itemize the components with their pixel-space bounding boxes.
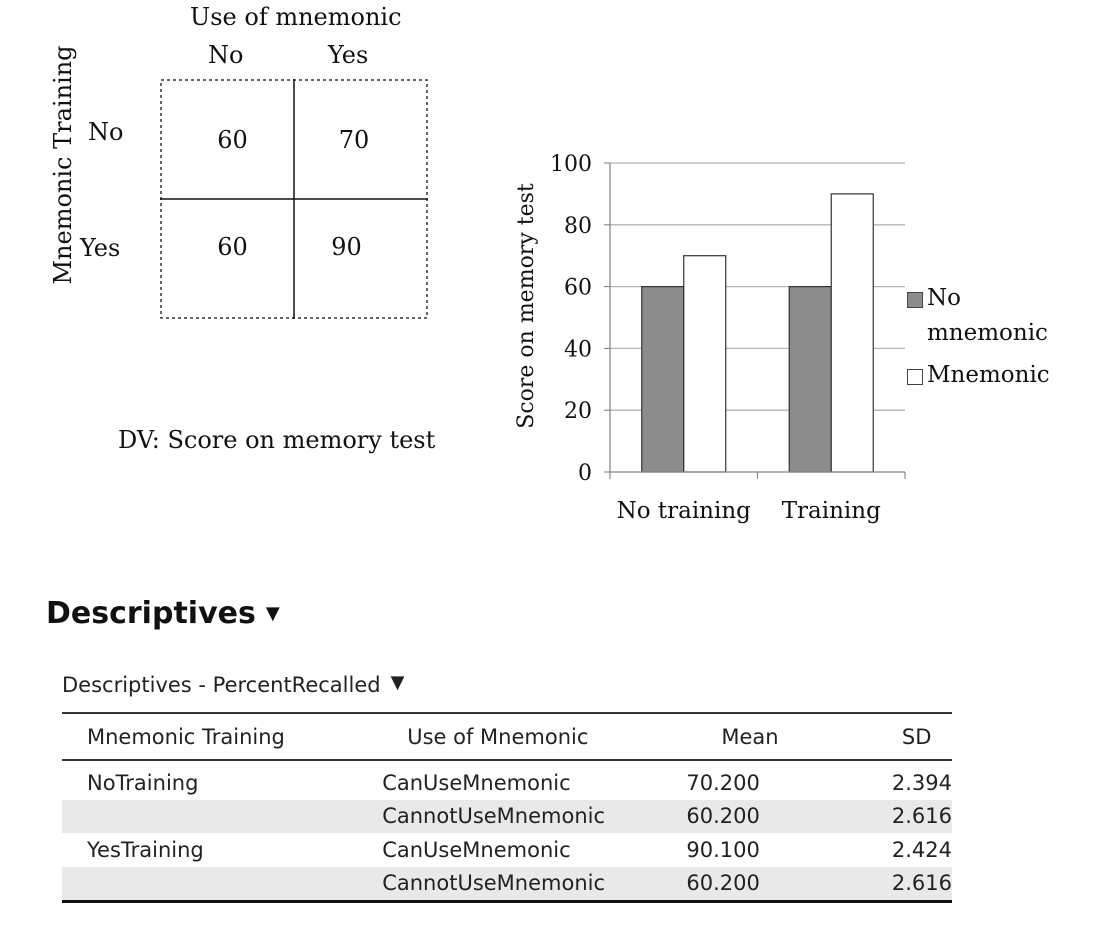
design-grid bbox=[160, 79, 428, 319]
legend-item-mnemonic bbox=[907, 362, 1050, 388]
table-row bbox=[62, 800, 952, 834]
cell-mean: 60.200 bbox=[686, 800, 841, 834]
descriptives-heading bbox=[46, 596, 280, 631]
cell-use: CanUseMnemonic bbox=[382, 837, 571, 862]
cell-no-training-mnemonic: 70 bbox=[338, 126, 370, 154]
x-tick-label: Training bbox=[781, 498, 881, 524]
cell-use: CannotUseMnemonic bbox=[382, 867, 686, 902]
col-header-use-of-mnemonic: Use of Mnemonic bbox=[382, 713, 686, 760]
descriptives-subheading bbox=[62, 672, 404, 697]
cell-training-mnemonic: 90 bbox=[331, 233, 362, 261]
cell-training: NoTraining bbox=[87, 770, 199, 795]
row-level-yes: Yes bbox=[80, 234, 121, 262]
table-row bbox=[62, 833, 952, 867]
cell-no-training-no-mnemonic: 60 bbox=[217, 126, 248, 154]
cell-mean: 60.200 bbox=[686, 867, 841, 902]
cell-use: CanUseMnemonic bbox=[382, 770, 571, 795]
cell-use: CannotUseMnemonic bbox=[382, 800, 686, 834]
y-tick-label: 60 bbox=[564, 275, 592, 301]
y-tick-label: 100 bbox=[550, 152, 592, 177]
row-factor-label: Mnemonic Training bbox=[49, 45, 77, 285]
cell-training bbox=[62, 867, 382, 902]
y-axis-label: Score on memory test bbox=[514, 183, 539, 429]
x-tick-label: No training bbox=[616, 498, 751, 524]
col-level-yes: Yes bbox=[328, 41, 369, 69]
table-row bbox=[62, 766, 952, 800]
col-header-mean: Mean bbox=[686, 713, 841, 760]
legend-item-no-mnemonic-line2 bbox=[927, 320, 1048, 346]
cell-sd: 2.616 bbox=[842, 867, 952, 902]
chart-bars bbox=[642, 194, 874, 472]
cell-sd: 2.424 bbox=[891, 837, 952, 862]
cell-training-no-mnemonic: 60 bbox=[217, 233, 248, 261]
bar-chart bbox=[500, 140, 920, 540]
cell-mean: 90.100 bbox=[686, 837, 760, 862]
cell-sd: 2.394 bbox=[891, 770, 952, 795]
legend-label-mnemonic-wrap: mnemonic bbox=[927, 320, 1048, 346]
cell-mean: 70.200 bbox=[686, 770, 760, 795]
legend-item-no-mnemonic bbox=[907, 285, 961, 311]
y-tick-label: 80 bbox=[564, 213, 592, 239]
descriptives-sub-toggle-icon[interactable]: ▼ bbox=[390, 672, 405, 693]
legend-label-no: No bbox=[927, 285, 961, 311]
bar-mnemonic-no-training bbox=[684, 256, 726, 472]
bar-no-mnemonic-training bbox=[789, 287, 831, 472]
col-header-mnemonic-training: Mnemonic Training bbox=[62, 713, 382, 760]
col-header-sd: SD bbox=[842, 713, 952, 760]
legend-label-mnemonic: Mnemonic bbox=[927, 362, 1050, 388]
col-factor-label: Use of mnemonic bbox=[190, 3, 402, 31]
design-grid-lines bbox=[160, 79, 428, 319]
cell-training: YesTraining bbox=[87, 837, 204, 862]
bar-mnemonic-training bbox=[831, 194, 873, 472]
descriptives-table bbox=[62, 712, 952, 903]
y-tick-label: 40 bbox=[564, 337, 592, 363]
row-level-no: No bbox=[88, 118, 124, 146]
table-row bbox=[62, 867, 952, 902]
y-tick-label: 0 bbox=[578, 461, 592, 486]
descriptives-toggle-icon[interactable]: ▼ bbox=[265, 603, 280, 624]
cell-sd: 2.616 bbox=[842, 800, 952, 834]
legend-swatch-mnemonic bbox=[907, 369, 923, 385]
legend-swatch-no-mnemonic bbox=[907, 292, 923, 308]
dv-label: DV: Score on memory test bbox=[118, 426, 436, 454]
bar-no-mnemonic-no-training bbox=[642, 287, 684, 472]
descriptives-subheading-text: Descriptives - PercentRecalled bbox=[62, 673, 381, 697]
col-level-no: No bbox=[208, 41, 244, 69]
cell-training bbox=[62, 800, 382, 834]
table-header-row bbox=[62, 713, 952, 760]
descriptives-heading-text: Descriptives bbox=[46, 596, 256, 631]
y-tick-label: 20 bbox=[564, 399, 592, 425]
